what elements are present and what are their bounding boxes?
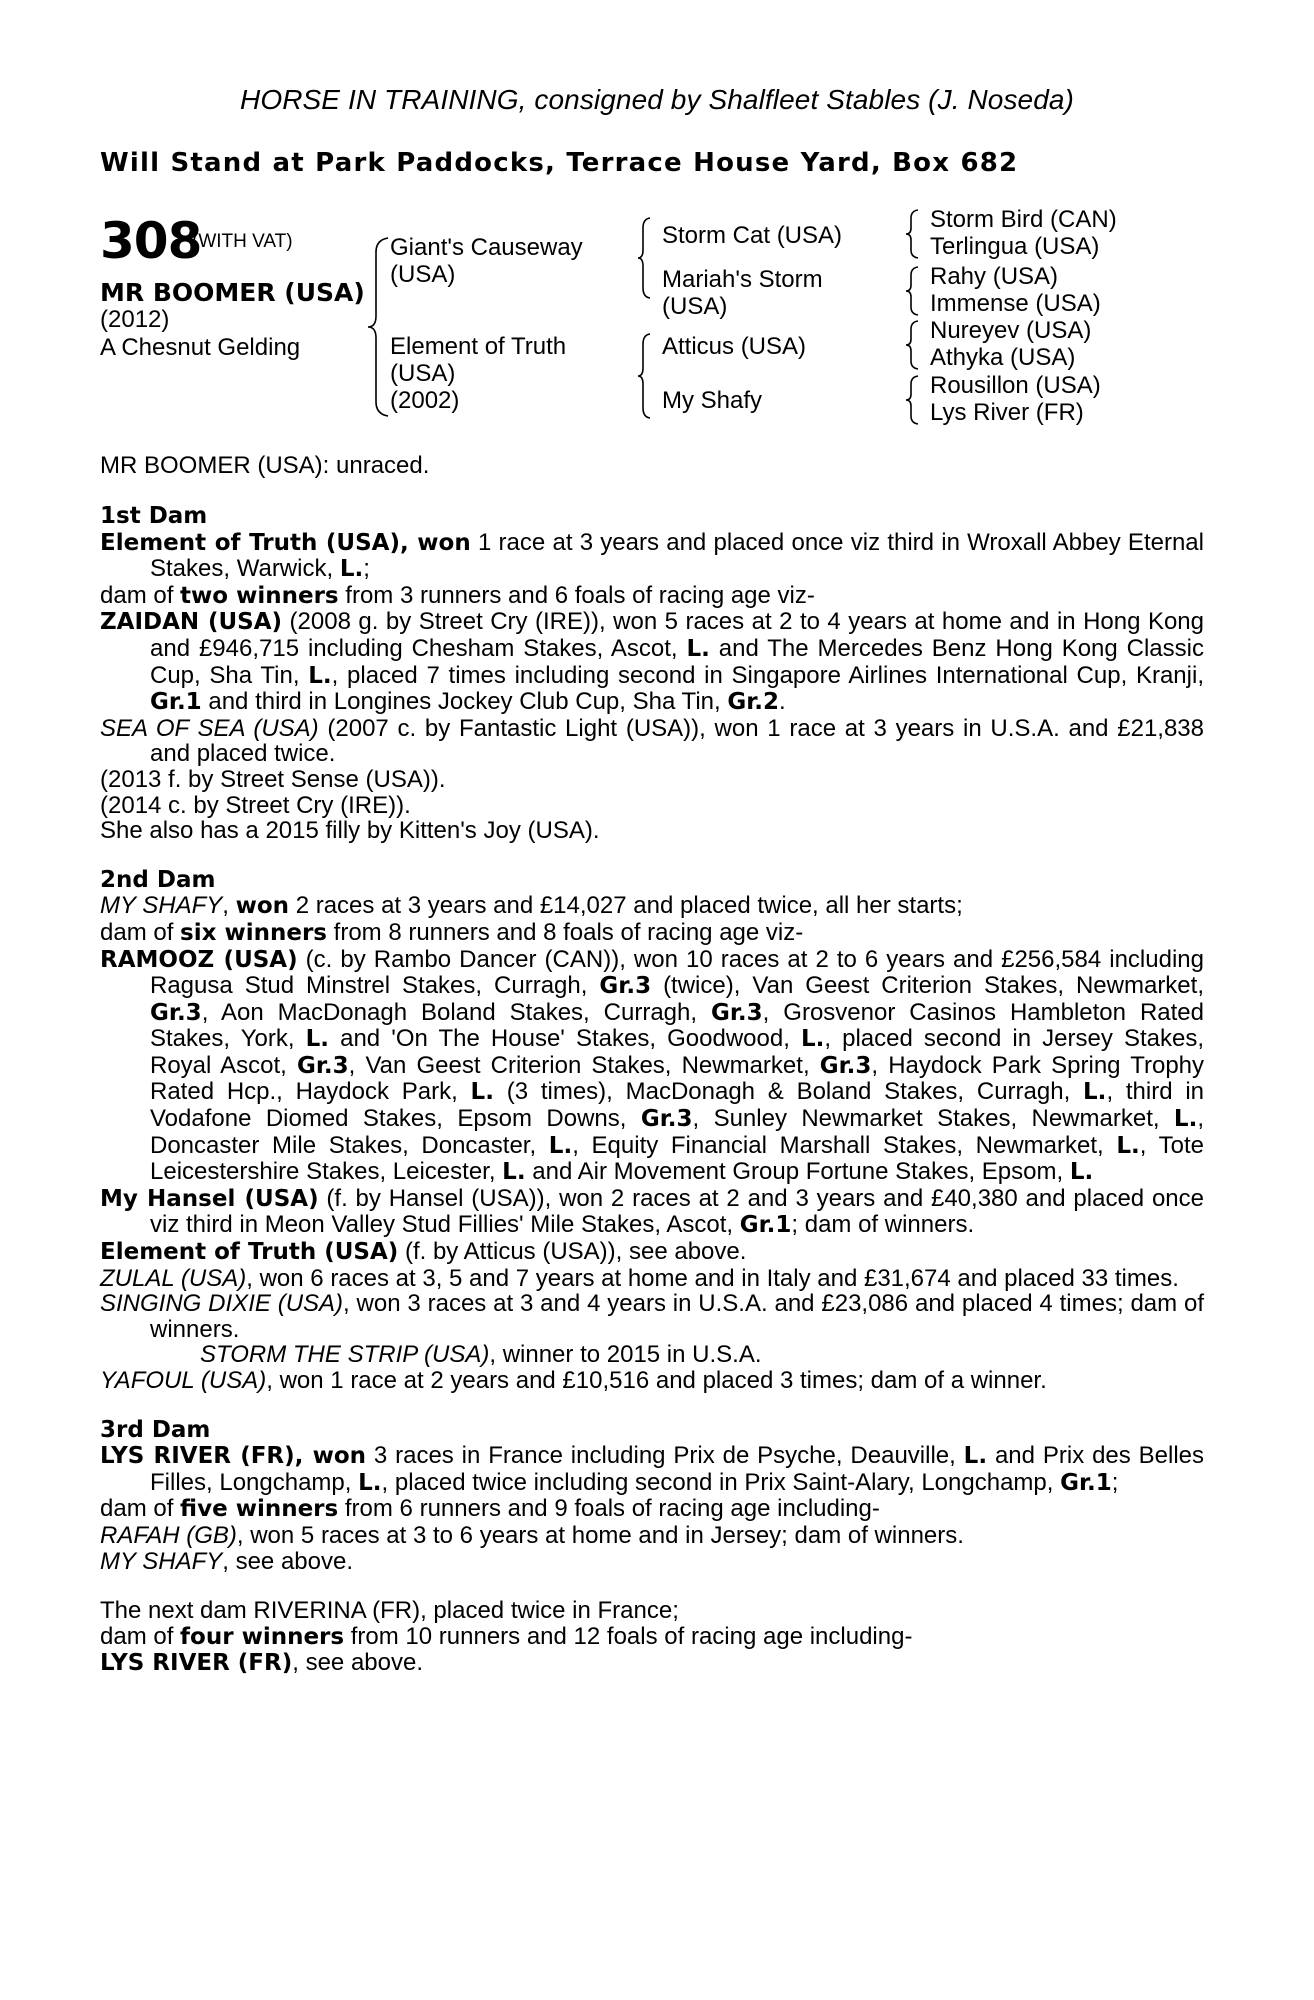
produce-sea-of-sea [100,716,1204,767]
grade: L. [1083,1079,1107,1106]
grade: Gr.3 [640,1106,693,1133]
granddam-4: Lys River (FR) [930,399,1084,426]
text: , Haydock Park Spring Trophy Rated Hcp., Haydock Park, [150,1051,1205,1106]
second-dam-name: MY SHAFY [100,892,223,920]
grade: Gr.3 [710,999,763,1026]
text: from 6 runners and 9 foals of racing age including- [338,1495,880,1523]
grade: L. [305,1026,330,1053]
text: from 8 runners and 8 foals of racing age viz- [326,918,804,946]
vat-note: (WITH VAT) [192,231,293,252]
grade: Gr.3 [296,1052,349,1079]
dam [390,333,566,414]
grade: L. [308,662,332,689]
text: 1 race at 3 years and placed once viz third in Wroxall Abbey Eternal Stakes, Warwick, [150,528,1204,583]
produce-zaidan [100,609,1204,715]
dam-dam: My Shafy [662,387,763,414]
text: dam of [100,1495,181,1523]
text: , placed 7 times including second in Singapore Airlines International Cup, Kranji, [331,661,1204,689]
text: (2007 c. by Fantastic Light (USA)), won 1 race at 3 years in U.S.A. and £21,838 and placed twice. [150,714,1205,768]
dam-sire: Atticus (USA) [662,333,807,360]
granddam-3: Athyka (USA) [930,344,1076,371]
text: , placed twice including second in Prix Saint-Alary, Longchamp, [381,1468,1061,1496]
produce-2014: (2014 c. by Street Cry (IRE)). [100,791,411,819]
third-dam-name: LYS RIVER (FR), won [100,1443,367,1470]
produce-2013: (2013 f. by Street Sense (USA)). [100,765,446,793]
race-record: MR BOOMER (USA): unraced. [100,452,430,479]
grandsire-3: Nureyev (USA) [930,317,1092,344]
produce-my-hansel [100,1186,1204,1239]
text: from 3 runners and 6 foals of racing age viz- [338,581,815,609]
text: and third in Longines Jockey Club Cup, Sha Tin, [201,688,728,716]
stand-location: Will Stand at Park Paddocks, Terrace House Yard, Box 682 [100,148,1019,178]
won: won [235,893,290,920]
third-dam-record [100,1443,1204,1496]
produce-name: RAMOOZ (USA) [100,946,298,973]
text: and The Mercedes Benz Hong Kong Classic Cup, Sha Tin, [150,634,1204,689]
produce-yafoul [100,1368,1204,1394]
grade: L. [963,1443,988,1470]
text: , third in Vodafone Diomed Stakes, Epsom Downs, [150,1078,1205,1133]
grade: L. [1069,1159,1094,1186]
text: , Sunley Newmarket Stakes, Newmarket, [692,1105,1174,1133]
grade: L. [548,1132,573,1159]
brace-main [366,236,390,418]
text: (3 times), MacDonagh & Boland Stakes, Curragh, [493,1078,1084,1106]
sire-dam [662,266,823,320]
text: ; [363,555,370,583]
text: dam of [100,581,181,609]
first-dam-heading: 1st Dam [100,503,208,529]
lot-number: 308 [100,212,202,270]
produce-2015: She also has a 2015 filly by Kitten's Joy (USA). [100,817,600,845]
grade: Gr.3 [150,999,202,1026]
sire [390,234,583,288]
text: (twice), Van Geest Criterion Stakes, Newmarket, [651,972,1204,1000]
produce-name: SINGING DIXIE (USA) [100,1290,344,1318]
grade: Gr.1 [150,689,202,716]
second-dam-record [100,893,1204,920]
text: dam of [100,1622,181,1650]
text: from 10 runners and 12 foals of racing age including- [344,1622,913,1650]
brace-sire [636,216,652,300]
text: dam of [100,918,181,946]
grandsire-2: Rahy (USA) [930,263,1059,290]
text: , Aon MacDonagh Boland Stakes, Curragh, [201,998,711,1026]
sire-name: Giant's Causeway [390,234,583,261]
grade: L. [339,556,364,583]
grandsire-1: Storm Bird (CAN) [930,206,1117,233]
text: . [779,688,786,716]
produce-name: My Hansel (USA) [100,1185,319,1212]
winner-count: five winners [180,1496,339,1523]
text: , Tote Leicestershire Stakes, Leicester, [150,1131,1205,1186]
first-dam-name: Element of Truth (USA), won [100,529,471,556]
dam-name: Element of Truth [390,333,567,360]
produce-rafah [100,1523,1204,1549]
winner-count: two winners [180,582,339,609]
produce-my-shafy [100,1549,1204,1575]
next-dam-record: The next dam RIVERINA (FR), placed twice in France; [100,1597,679,1625]
grade: Gr.3 [599,973,652,1000]
brace-g34 [904,265,920,317]
grade: L. [686,635,710,662]
produce-storm-the-strip [200,1342,1204,1368]
text: , won 6 races at 3, 5 and 7 years at home and in Italy and £31,674 and placed 33 times. [246,1264,1179,1292]
produce-name: Element of Truth (USA) [100,1239,399,1266]
produce-name: LYS RIVER (FR) [100,1650,293,1677]
winner-count: six winners [180,919,327,946]
horse-description: A Chesnut Gelding [100,334,301,361]
granddam-1: Terlingua (USA) [930,233,1100,260]
consignment-line: HORSE IN TRAINING, consigned by Shalfleet Stables (J. Noseda) [240,84,1074,115]
sire-dam-name: Mariah's Storm [662,266,823,293]
horse-year: (2012) [100,306,170,333]
brace-g56 [904,319,920,371]
grade: L. [800,1026,825,1053]
third-dam-produce-summary [100,1496,1204,1523]
grandsire-4: Rousillon (USA) [930,372,1101,399]
third-dam-heading: 3rd Dam [100,1416,211,1443]
grade: L. [470,1079,494,1106]
text: , won 3 races at 3 and 4 years in U.S.A. and £23,086 and placed 4 times; dam of winners. [150,1290,1204,1343]
text: , Van Geest Criterion Stakes, Newmarket, [348,1051,820,1079]
text: 3 races in France including Prix de Psyche, Deauville, [366,1442,964,1470]
brace-g78 [904,374,920,426]
grade: L. [358,1469,382,1496]
family-notes [100,504,1204,1677]
second-dam-produce-summary [100,920,1204,947]
produce-name: STORM THE STRIP (USA) [200,1341,490,1369]
grade: L. [502,1159,526,1186]
text: , Grosvenor Casinos Hambleton Rated Stakes, York, [150,998,1204,1053]
produce-ramooz [100,947,1204,1186]
granddam-2: Immense (USA) [930,290,1101,317]
first-dam-record [100,530,1204,583]
text: , Doncaster Mile Stakes, Doncaster, [150,1105,1204,1159]
produce-name: ZULAL (USA) [100,1264,247,1292]
text: and 'On The House' Stakes, Goodwood, [329,1025,801,1053]
brace-g12 [904,208,920,260]
text: , see above. [292,1649,424,1677]
next-dam-produce-summary [100,1624,1204,1651]
produce-name: MY SHAFY [100,1547,223,1575]
text: , placed second in Jersey Stakes, Royal Ascot, [150,1025,1204,1079]
produce-name: YAFOUL (USA) [100,1367,267,1394]
grade: L. [1116,1132,1140,1159]
text: ; dam of winners. [791,1211,975,1239]
text: and Air Movement Group Fortune Stakes, Epsom, [525,1158,1070,1186]
grade: Gr.2 [727,689,780,716]
produce-name: SEA OF SEA (USA) [100,714,319,742]
text: , Equity Financial Marshall Stakes, Newmarket, [572,1131,1117,1159]
dam-year: (2002) [390,387,460,414]
text: and Prix des Belles Filles, Longchamp, [150,1442,1204,1496]
text: , [222,892,236,920]
sire-dam-country: (USA) [662,293,728,320]
sire-sire: Storm Cat (USA) [662,222,843,249]
text: (f. by Atticus (USA)), see above. [398,1238,747,1266]
horse-name: MR BOOMER (USA) [100,278,365,307]
text: ; [1111,1468,1119,1496]
dam-country: (USA) [390,360,456,387]
text: 2 races at 3 years and £14,027 and placed twice, all her starts; [289,892,963,920]
produce-element-of-truth [100,1239,1204,1266]
grade: Gr.3 [819,1052,872,1079]
text: , see above. [222,1547,354,1575]
produce-lys-river [100,1650,1204,1677]
text: , won 5 races at 3 to 6 years at home and in Jersey; dam of winners. [236,1521,964,1549]
second-dam-heading: 2nd Dam [100,866,216,893]
sire-country: (USA) [390,261,456,288]
winner-count: four winners [180,1623,345,1650]
produce-zulal [100,1266,1204,1292]
produce-singing-dixie [100,1291,1204,1342]
text: , winner to 2015 in U.S.A. [489,1341,762,1369]
text: (f. by Hansel (USA)), won 2 races at 2 and 3 years and £40,380 and placed once viz third in Meon Valley Stud Fillies' Mile Stakes, Ascot, [150,1184,1205,1239]
first-dam-produce-summary [100,583,1204,610]
brace-dam [636,332,652,420]
grade: Gr.1 [739,1212,792,1239]
grade: L. [1173,1106,1198,1133]
text: , won 1 race at 2 years and £10,516 and placed 3 times; dam of a winner. [266,1367,1047,1394]
produce-name: RAFAH (GB) [100,1521,237,1549]
text: (2008 g. by Street Cry (IRE)), won 5 races at 2 to 4 years at home and in Hong Kong and £946,715 including Chesham Stakes, Ascot, [150,608,1204,662]
produce-name: ZAIDAN (USA) [100,609,283,636]
grade: Gr.1 [1060,1469,1112,1496]
text: (c. by Rambo Dancer (CAN)), won 10 races at 2 to 6 years and £256,584 including Ragusa Stud Minstrel Stakes, Curragh, [150,945,1204,1000]
